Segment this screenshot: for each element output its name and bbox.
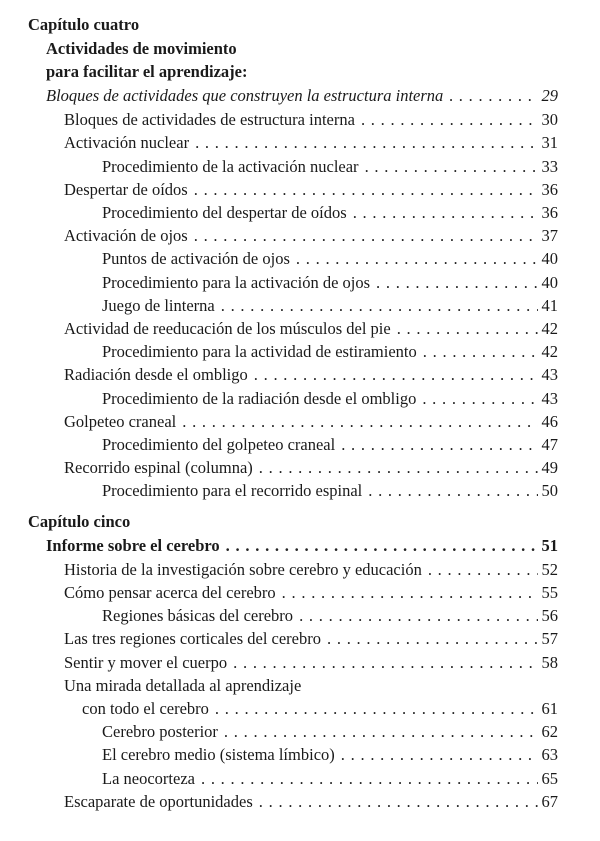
entry-title: Capítulo cuatro <box>28 15 140 34</box>
toc-entry <box>102 721 558 743</box>
dot-leader <box>182 411 537 433</box>
entry-title: Procedimiento del despertar de oídos <box>102 203 347 222</box>
entry-title: Activación de ojos <box>64 226 188 246</box>
page-number: 58 <box>541 652 558 672</box>
page-number: 43 <box>541 388 558 408</box>
toc-entry <box>102 744 558 766</box>
dot-leader <box>449 85 537 107</box>
toc-entry <box>102 480 558 502</box>
entry-title: El cerebro medio (sistema límbico) <box>102 745 335 765</box>
dot-leader <box>194 179 538 201</box>
toc-entry <box>102 388 558 410</box>
page-number: 67 <box>541 791 558 811</box>
page-number: 29 <box>541 86 558 105</box>
page-number: 47 <box>541 435 558 454</box>
page-number: 36 <box>541 179 558 199</box>
dot-leader <box>259 457 538 479</box>
toc-entry <box>102 272 558 294</box>
entry-title: Despertar de oídos <box>64 179 188 199</box>
toc-entry <box>102 341 558 363</box>
entry-title: Juego de linterna <box>102 295 215 315</box>
dot-leader <box>299 605 537 627</box>
entry-title: Informe sobre el cerebro <box>46 535 220 555</box>
entry-title: Una mirada detallada al aprendizaje <box>64 675 302 695</box>
entry-title: Bloques de actividades que construyen la estructura interna <box>46 86 444 105</box>
entry-title: para facilitar el aprendizaje: <box>46 62 248 81</box>
toc-entry <box>64 791 558 813</box>
toc-entry <box>102 248 558 270</box>
dot-leader <box>365 156 538 178</box>
chapter-label <box>28 14 558 36</box>
entry-title: Capítulo cinco <box>28 512 131 531</box>
page-number: 37 <box>541 226 558 246</box>
entry-title: La neocorteza <box>102 768 195 788</box>
toc-entry <box>64 364 558 386</box>
dot-leader <box>282 582 538 604</box>
page-number: 55 <box>541 582 558 602</box>
entry-title: Actividad de reeducación de los músculos del pie <box>64 319 391 338</box>
page-number: 49 <box>541 458 558 478</box>
page-number: 52 <box>541 559 558 579</box>
toc-entry <box>102 156 558 178</box>
page-number: 36 <box>541 203 558 222</box>
page-number: 30 <box>541 110 558 130</box>
page-number: 63 <box>541 745 558 765</box>
dot-leader <box>195 132 537 154</box>
page-number: 33 <box>541 156 558 176</box>
page-number: 42 <box>541 342 558 362</box>
dot-leader <box>397 318 538 340</box>
entry-title: Radiación desde el ombligo <box>64 365 248 385</box>
dot-leader <box>428 559 538 581</box>
toc-entry <box>102 202 558 224</box>
page-number: 57 <box>541 629 558 649</box>
dot-leader <box>259 791 538 813</box>
page-number: 31 <box>541 133 558 153</box>
toc-entry <box>64 318 558 340</box>
dot-leader <box>226 535 538 557</box>
entry-title: Puntos de activación de ojos <box>102 249 290 269</box>
chapter-label <box>28 511 558 533</box>
page-number: 40 <box>541 249 558 269</box>
entry-title: Cerebro posterior <box>102 722 218 742</box>
entry-title: Procedimiento del golpeteo craneal <box>102 435 336 454</box>
entry-title: Cómo pensar acerca del cerebro <box>64 582 276 602</box>
toc-entry <box>102 434 558 456</box>
page-number: 46 <box>541 411 558 431</box>
toc-entry <box>64 628 558 650</box>
chapter-title <box>46 535 558 557</box>
entry-title: Las tres regiones corticales del cerebro <box>64 629 321 649</box>
dot-leader <box>224 721 538 743</box>
toc-entry <box>64 179 558 201</box>
page-number: 42 <box>541 319 558 338</box>
chapter-subtitle <box>46 85 558 107</box>
dot-leader <box>221 295 538 317</box>
toc-entry <box>64 411 558 433</box>
page-number: 50 <box>541 481 558 501</box>
dot-leader <box>194 225 538 247</box>
entry-title: Sentir y mover el cuerpo <box>64 652 228 672</box>
dot-leader <box>233 652 537 674</box>
page-number: 41 <box>541 295 558 315</box>
entry-title: Actividades de movimiento <box>46 38 237 58</box>
dot-leader <box>327 628 538 650</box>
dot-leader <box>341 744 538 766</box>
toc-entry <box>64 559 558 581</box>
entry-title: Procedimiento para el recorrido espinal <box>102 481 363 501</box>
page-number: 65 <box>541 768 558 788</box>
entry-title: con todo el cerebro <box>82 698 209 718</box>
page-number: 43 <box>541 365 558 385</box>
dot-leader <box>422 388 537 410</box>
entry-title: Regiones básicas del cerebro <box>102 606 294 626</box>
page-number: 51 <box>541 535 558 555</box>
page-number: 40 <box>541 272 558 292</box>
dot-leader <box>423 341 538 363</box>
entry-title: Golpeteo craneal <box>64 411 177 431</box>
dot-leader <box>368 480 537 502</box>
dot-leader <box>296 248 538 270</box>
dot-leader <box>254 364 538 386</box>
page-number: 56 <box>541 606 558 626</box>
dot-leader <box>361 109 538 131</box>
entry-title: Historia de la investigación sobre cerebro y educación <box>64 559 422 579</box>
dot-leader <box>215 698 538 720</box>
entry-title: Recorrido espinal (columna) <box>64 458 253 478</box>
toc-entry <box>102 605 558 627</box>
chapter-title <box>46 61 558 83</box>
toc-entry <box>64 582 558 604</box>
entry-title: Procedimiento de la radiación desde el ombligo <box>102 388 417 408</box>
toc-entry <box>102 768 558 790</box>
toc-entry <box>64 132 558 154</box>
dot-leader <box>341 434 537 456</box>
chapter-title <box>46 38 558 60</box>
toc-entry <box>64 652 558 674</box>
entry-title: Activación nuclear <box>64 133 190 153</box>
dot-leader <box>353 202 538 224</box>
page-number: 61 <box>541 698 558 718</box>
toc-entry <box>82 698 558 720</box>
toc-entry <box>64 225 558 247</box>
toc-entry <box>64 109 558 131</box>
entry-title: Procedimiento para la activación de ojos <box>102 272 371 292</box>
toc-entry <box>64 457 558 479</box>
entry-title: Escaparate de oportunidades <box>64 791 253 811</box>
toc-entry <box>64 675 558 697</box>
entry-title: Bloques de actividades de estructura interna <box>64 110 355 130</box>
entry-title: Procedimiento de la activación nuclear <box>102 156 359 176</box>
page-number: 62 <box>541 722 558 742</box>
entry-title: Procedimiento para la actividad de estiramiento <box>102 342 417 362</box>
dot-leader <box>376 272 537 294</box>
dot-leader <box>201 768 538 790</box>
toc-entry <box>102 295 558 317</box>
